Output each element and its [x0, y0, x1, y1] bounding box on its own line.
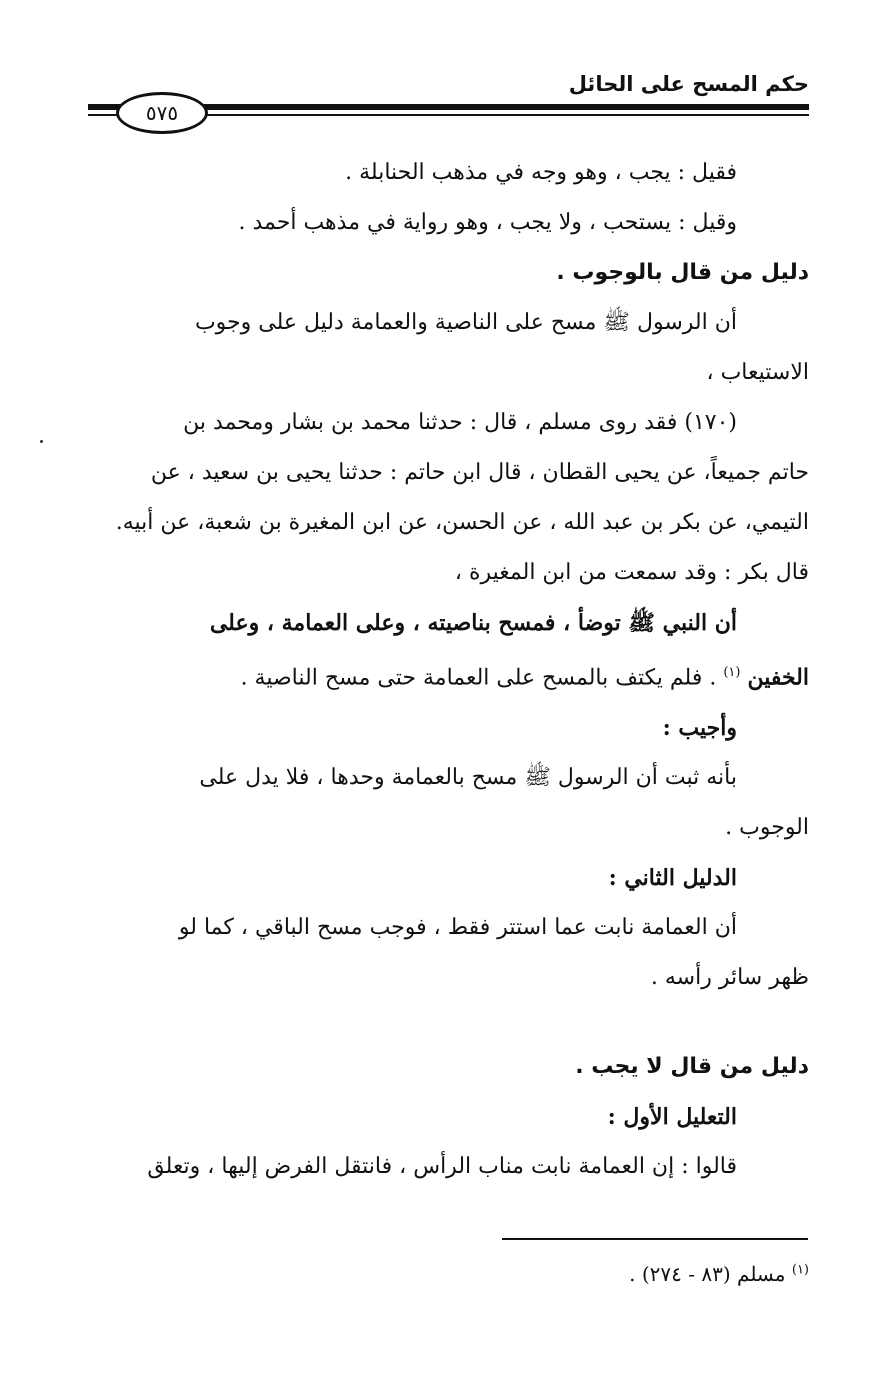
text-line: الاستيعاب ، — [706, 360, 809, 385]
text-line — [88, 198, 809, 248]
page-number-oval — [116, 92, 208, 134]
paragraph-qil-yajib: فقيل : يجب ، وهو وجه في مذهب الحنابلة . — [345, 160, 737, 185]
text-line: ظهر سائر رأسه . — [650, 965, 809, 991]
footnote-separator — [502, 1238, 808, 1240]
subheading-first-reasoning: التعليل الأول : — [607, 1104, 737, 1130]
hadith-matn-bold: الخفين — [747, 664, 809, 691]
section-heading-wujub: دليل من قال بالوجوب . — [556, 260, 809, 285]
text-line — [88, 148, 809, 198]
margin-dot — [40, 440, 43, 443]
text-line: أن الرسول ﷺ مسح على الناصية والعمامة دليل على وجوب — [194, 310, 737, 335]
paragraph-qil-yustahab: وقيل : يستحب ، ولا يجب ، وهو رواية في مذهب أحمد . — [238, 210, 737, 235]
hadith-comment: . فلم يكتف بالمسح على العمامة حتى مسح الناصية . — [240, 665, 717, 691]
main-text — [88, 148, 809, 1003]
main-text-continued — [88, 1042, 809, 1192]
text-line: أن العمامة نابت عما استتر فقط ، فوجب مسح الباقي ، كما لو — [178, 915, 737, 941]
footnote-reference[interactable]: (١) — [723, 665, 741, 680]
footnote-number: (١) — [791, 1262, 809, 1278]
hadith-isnad-line: حاتم جميعاً، عن يحيى القطان ، قال ابن حاتم : حدثنا يحيى بن سعيد ، عن — [150, 460, 809, 485]
hadith-isnad-line: (١٧٠) فقد روى مسلم ، قال : حدثنا محمد بن بشار ومحمد بن — [183, 410, 737, 435]
subheading-second-proof: الدليل الثاني : — [608, 865, 737, 892]
text-line: قالوا : إن العمامة نابت مناب الرأس ، فانتقل الفرض إليها ، وتعلق — [147, 1154, 737, 1179]
page-number: ٥٧٥ — [145, 101, 179, 125]
hadith-matn-line — [88, 648, 809, 703]
footnote — [629, 1262, 809, 1286]
running-header-title: حكم المسح على الحائل — [568, 72, 809, 96]
footnote-text: مسلم (٨٣ - ٢٧٤) . — [629, 1262, 786, 1286]
hadith-isnad-line: قال بكر : وقد سمعت من ابن المغيرة ، — [454, 560, 809, 585]
text-line: بأنه ثبت أن الرسول ﷺ مسح بالعمامة وحدها ، فلا يدل على — [199, 765, 737, 791]
section-heading-la-yajib: دليل من قال لا يجب . — [575, 1054, 809, 1079]
answer-label: وأجيب : — [662, 715, 737, 742]
hadith-matn-line: أن النبي ﷺ توضأ ، فمسح بناصيته ، وعلى العمامة ، وعلى — [209, 610, 737, 636]
hadith-isnad-line: التيمي، عن بكر بن عبد الله ، عن الحسن، عن ابن المغيرة بن شعبة، عن أبيه. — [115, 510, 809, 535]
text-line: الوجوب . — [725, 815, 809, 841]
